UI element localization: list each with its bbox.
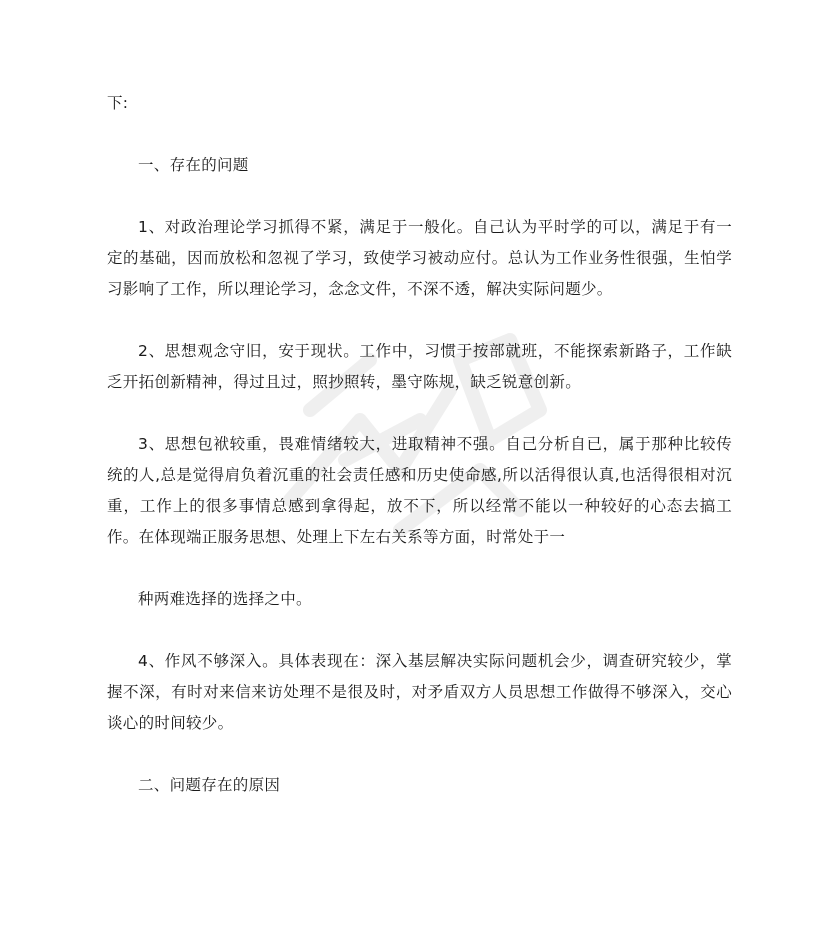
paragraph-item-4: 4、作风不够深入。具体表现在：深入基层解决实际问题机会少，调查研究较少，掌握不深，有时对来信来访处理不是很及时，对矛盾双方人员思想工作做得不够深入，交心谈心的时间较少。 — [107, 652, 732, 732]
paragraph-item-2: 2、思想观念守旧，安于现状。工作中，习惯于按部就班，不能探索新路子，工作缺乏开拓创新精神，得过且过，照抄照转，墨守陈规，缺乏锐意创新。 — [107, 342, 732, 391]
paragraph-item-3-continued: 种两难选择的选择之中。 — [138, 590, 312, 608]
document-body — [107, 88, 732, 801]
paragraph-item-1: 1、对政治理论学习抓得不紧，满足于一般化。自己认为平时学的可以，满足于有一定的基础，因而放松和忽视了学习，致使学习被动应付。总认为工作业务性很强，生怕学习影响了工作，所以理论学习，念念文件，不深不透，解决实际问题少。 — [107, 218, 732, 298]
paragraph-continuation: 下: — [107, 94, 129, 112]
paragraph-item-3: 3、思想包袱较重，畏难情绪较大，进取精神不强。自己分析自已，属于那种比较传统的人,总是觉得肩负着沉重的社会责任感和历史使命感,所以活得很认真,也活得很相对沉重，工作上的很多事情总感到拿得起，放不下，所以经常不能以一种较好的心态去搞工作。在体现端正服务思想、处理上下左右关系等方面，时常处于一 — [107, 435, 732, 546]
section-heading-causes: 二、问题存在的原因 — [138, 776, 281, 794]
section-heading-problems: 一、存在的问题 — [138, 156, 249, 174]
